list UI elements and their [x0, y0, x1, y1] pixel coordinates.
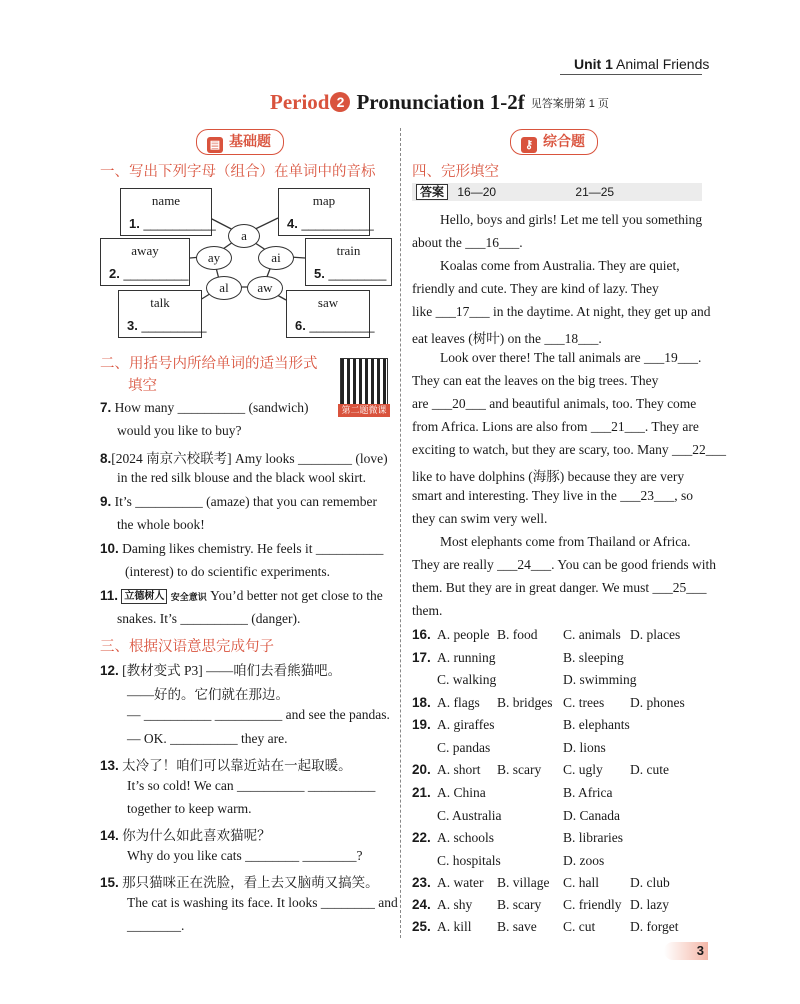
passage-line: exciting to watch, but they are scary, too. Many ___22___	[412, 442, 727, 457]
key-icon: ⚷	[521, 137, 537, 153]
q7-text: How many __________ (sandwich)	[114, 400, 309, 415]
passage-line: friendly and cute. They are kind of lazy. They	[412, 281, 659, 296]
unit-title: Animal Friends	[616, 56, 710, 72]
option-choice[interactable]: B. libraries	[563, 830, 623, 845]
option-choice[interactable]: C. friendly	[563, 897, 622, 912]
option-choice[interactable]: D. cute	[630, 762, 669, 777]
tag-moral: 立德树人	[121, 589, 167, 604]
option-choice[interactable]: C. trees	[563, 695, 605, 710]
period-number: 2	[330, 92, 350, 112]
oval-ay: ay	[196, 246, 232, 270]
option-choice[interactable]: A. water	[437, 875, 484, 890]
qnum-9: 9.	[100, 494, 112, 509]
passage-line: are ___20___ and beautiful animals, too. They come	[412, 396, 697, 411]
q11-cont: snakes. It’s __________ (danger).	[117, 611, 301, 626]
q7-cont: would you like to buy?	[117, 423, 242, 438]
q15-line2: The cat is washing its face. It looks ________ and	[127, 895, 398, 910]
q12-line2: ——好的。它们就在那边。	[127, 687, 289, 702]
blank-number: 3.	[127, 318, 138, 333]
option-choice[interactable]: C. cut	[563, 919, 596, 934]
option-choice[interactable]: D. places	[630, 627, 681, 642]
basic-badge-label: 基础题	[229, 133, 271, 149]
oval-aw: aw	[247, 276, 283, 300]
qnum-7: 7.	[100, 400, 112, 415]
passage-line: Hello, boys and girls! Let me tell you something	[440, 212, 703, 227]
option-choice[interactable]: A. kill	[437, 919, 472, 934]
passage-line: They are really ___24___. You can be good friends with	[412, 557, 717, 572]
passage-line: Most elephants come from Thailand or Africa.	[440, 534, 691, 549]
oval-a: a	[228, 224, 260, 248]
word-map: map	[312, 193, 336, 208]
q8-text: [2024 南京六校联考] Amy looks ________ (love)	[111, 451, 388, 466]
word-box-saw	[286, 290, 375, 338]
option-choice[interactable]: B. food	[497, 627, 538, 642]
qnum-15: 15.	[100, 875, 119, 890]
option-choice[interactable]: C. hall	[563, 875, 599, 890]
option-choice[interactable]: B. Africa	[563, 785, 613, 800]
option-choice[interactable]: C. animals	[563, 627, 621, 642]
unit-label: Unit 1	[574, 56, 613, 72]
option-choice[interactable]: C. walking	[437, 672, 497, 687]
option-choice[interactable]: D. swimming	[563, 672, 637, 687]
passage-line: smart and interesting. They live in the ___23___, so	[412, 488, 693, 503]
tag-safety: 安全意识	[170, 592, 207, 602]
q12-line3: — __________ __________ and see the pandas.	[127, 707, 390, 722]
word-box-name	[120, 188, 216, 236]
passage-line: Look over there! The tall animals are ___19___.	[440, 350, 702, 365]
option-choice[interactable]: B. scary	[497, 762, 542, 777]
word-talk: talk	[150, 295, 170, 310]
word-box-train	[305, 238, 392, 286]
passage-line: them. But they are in great danger. We must ___25___	[412, 580, 707, 595]
passage-line: from Africa. Lions are also from ___21___. They are	[412, 419, 699, 434]
qnum-11: 11.	[100, 588, 119, 603]
section-3-heading: 三、根据汉语意思完成句子	[100, 639, 274, 655]
blank-1[interactable]: 1. __________	[129, 216, 216, 231]
oval-al: al	[206, 276, 242, 300]
q10-text: Daming likes chemistry. He feels it __________	[122, 541, 384, 556]
blank-number: 2.	[109, 266, 120, 281]
option-choice[interactable]: A. schools	[437, 830, 494, 845]
question-10	[100, 541, 383, 557]
option-choice[interactable]: D. club	[630, 875, 670, 890]
question-7	[100, 400, 309, 416]
option-choice[interactable]: A. flags	[437, 695, 480, 710]
option-choice[interactable]: A. giraffes	[437, 717, 495, 732]
q8-cont: in the red silk blouse and the black wool skirt.	[117, 470, 366, 485]
word-saw: saw	[317, 295, 339, 310]
answer-range-b[interactable]: 21—25	[575, 185, 615, 199]
passage-line: Koalas come from Australia. They are quiet,	[440, 258, 680, 273]
passage-line: like ___17___ in the daytime. At night, they get up and	[412, 304, 711, 319]
question-14	[100, 824, 271, 844]
blank-number: 1.	[129, 216, 140, 231]
q15-line3: ________.	[127, 918, 185, 933]
blank-6[interactable]: 6. _________	[295, 318, 375, 333]
option-choice[interactable]: D. Canada	[563, 808, 620, 823]
page-number: 3	[664, 942, 708, 960]
oval-ai: ai	[258, 246, 294, 270]
passage-line: like to have dolphins (海豚) because they are very	[412, 469, 685, 484]
option-choice[interactable]: A. running	[437, 650, 496, 665]
blank-number: 6.	[295, 318, 306, 333]
qnum-12: 12.	[100, 663, 119, 678]
unit-header	[574, 56, 709, 72]
option-choice[interactable]: D. phones	[630, 695, 685, 710]
q13-text: 太冷了！咱们可以靠近站在一起取暖。	[122, 758, 352, 773]
option-choice[interactable]: D. zoos	[563, 853, 605, 868]
q15-text: 那只猫咪正在洗脸，看上去又脑萌又搞笑。	[122, 875, 379, 890]
option-choice[interactable]: B. save	[497, 919, 537, 934]
word-box-away	[100, 238, 190, 286]
blank-number: 4.	[287, 216, 298, 231]
option-qnum: 23.	[412, 875, 431, 890]
word-away: away	[131, 243, 159, 258]
word-box-map	[278, 188, 374, 236]
option-choice[interactable]: B. elephants	[563, 717, 630, 732]
period-label: Period	[270, 90, 330, 114]
option-choice[interactable]: A. shy	[437, 897, 473, 912]
lesson-title: Pronunciation 1-2f	[356, 90, 525, 114]
option-choice[interactable]: A. China	[437, 785, 486, 800]
option-choice[interactable]: D. lazy	[630, 897, 669, 912]
option-choice[interactable]: C. pandas	[437, 740, 491, 755]
option-choice[interactable]: B. bridges	[497, 695, 553, 710]
option-choice[interactable]: B. village	[497, 875, 550, 890]
qnum-14: 14.	[100, 828, 119, 843]
option-choice[interactable]: B. sleeping	[563, 650, 624, 665]
q9-cont: the whole book!	[117, 517, 205, 532]
option-qnum: 16.	[412, 627, 431, 642]
option-qnum: 22.	[412, 830, 431, 845]
passage-line: They can eat the leaves on the big trees. They	[412, 373, 659, 388]
q12-line4: — OK. __________ they are.	[127, 731, 288, 746]
section-4-heading: 四、完形填空	[412, 164, 499, 180]
qr-label: 第二题微课	[338, 404, 390, 417]
q11-text: You’d better not get close to the	[210, 588, 383, 603]
option-qnum: 19.	[412, 717, 431, 732]
book-icon: ▤	[207, 137, 223, 153]
q9-text: It’s __________ (amaze) that you can remember	[114, 494, 378, 509]
page-title	[270, 90, 609, 115]
section-2-heading: 二、用括号内所给单词的适当形式	[100, 356, 318, 372]
option-choice[interactable]: B. scary	[497, 897, 542, 912]
blank-number: 5.	[314, 266, 325, 281]
option-qnum: 25.	[412, 919, 431, 934]
blank-3[interactable]: 3. _________	[127, 318, 207, 333]
section-1-heading: 一、写出下列字母（组合）在单词中的音标	[100, 164, 376, 180]
option-choice[interactable]: D. lions	[563, 740, 606, 755]
question-8	[100, 447, 388, 467]
option-choice[interactable]: A. people	[437, 627, 490, 642]
answer-range-a[interactable]: 16—20	[457, 185, 497, 199]
column-divider	[400, 128, 401, 938]
basic-badge	[196, 129, 284, 155]
q14-text: 你为什么如此喜欢猫呢？	[122, 828, 271, 843]
qnum-8: 8.	[100, 451, 112, 466]
option-qnum: 24.	[412, 897, 431, 912]
word-name: name	[151, 193, 181, 208]
option-choice[interactable]: D. forget	[630, 919, 679, 934]
question-15	[100, 871, 379, 891]
question-12	[100, 659, 341, 679]
qnum-13: 13.	[100, 758, 119, 773]
question-13	[100, 754, 352, 774]
passage-line: they can swim very well.	[412, 511, 548, 526]
option-qnum: 17.	[412, 650, 431, 665]
section-2-heading-cont: 填空	[128, 378, 157, 394]
qr-code[interactable]	[340, 358, 388, 406]
comprehensive-badge	[510, 129, 598, 155]
answer-ref: 见答案册第 1 页	[530, 98, 609, 110]
passage-line: about the ___16___.	[412, 235, 523, 250]
question-9	[100, 494, 377, 510]
header-rule	[560, 74, 702, 75]
option-qnum: 20.	[412, 762, 431, 777]
blank-2[interactable]: 2. _________	[109, 266, 189, 281]
q14-line2: Why do you like cats ________ ________?	[127, 848, 363, 863]
passage-line: eat leaves (树叶) on the ___18___.	[412, 331, 602, 346]
answer-label: 答案	[416, 184, 448, 200]
blank-5[interactable]: 5. ________	[314, 266, 387, 281]
option-choice[interactable]: C. ugly	[563, 762, 603, 777]
option-qnum: 21.	[412, 785, 431, 800]
q13-line2: It’s so cold! We can __________ __________	[127, 778, 376, 793]
answer-bar	[412, 183, 702, 201]
word-box-talk	[118, 290, 207, 338]
qnum-10: 10.	[100, 541, 119, 556]
q12-text: [教材变式 P3] ——咱们去看熊猫吧。	[122, 663, 342, 678]
option-choice[interactable]: C. hospitals	[437, 853, 501, 868]
blank-4[interactable]: 4. __________	[287, 216, 374, 231]
passage-line: them.	[412, 603, 443, 618]
option-qnum: 18.	[412, 695, 431, 710]
q13-line3: together to keep warm.	[127, 801, 252, 816]
question-11	[100, 588, 383, 604]
option-choice[interactable]: A. short	[437, 762, 481, 777]
option-choice[interactable]: C. Australia	[437, 808, 502, 823]
q10-cont: (interest) to do scientific experiments.	[125, 564, 331, 579]
word-train: train	[336, 243, 361, 258]
comprehensive-badge-label: 综合题	[543, 133, 585, 149]
